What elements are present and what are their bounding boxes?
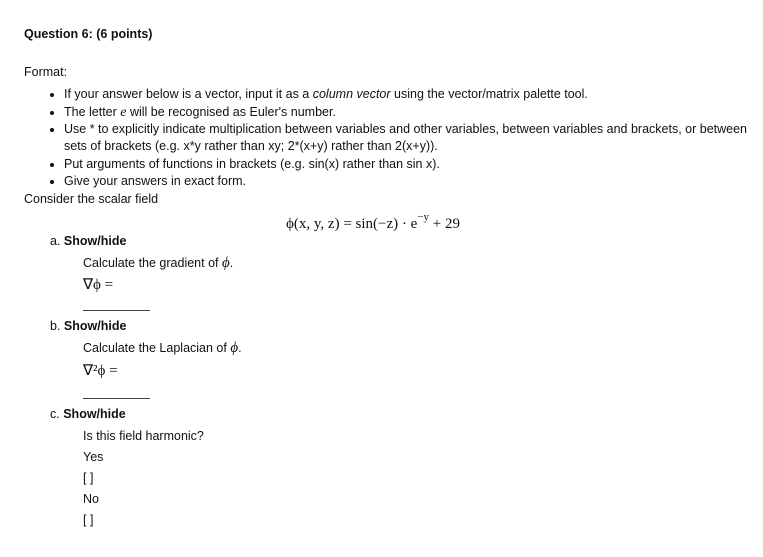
option-no-checkbox[interactable]: [ ]	[83, 513, 94, 527]
part-b-lhs: ∇²ϕ =	[83, 363, 118, 379]
option-yes-label: Yes	[83, 450, 104, 464]
part-a-lhs: ∇ϕ =	[83, 277, 114, 293]
option-no-label: No	[83, 492, 99, 506]
format-rule: • The letter e will be recognised as Euler's number.	[64, 104, 754, 121]
part-c-header: c. Show/hide	[50, 407, 126, 421]
format-rules-list	[46, 86, 754, 190]
scalar-field-equation: ϕ(x, y, $z) = \sin(-z) \cdot e^{-y} + 29$	[286, 211, 460, 232]
part-a-prompt: Calculate the gradient of ϕ.	[83, 255, 234, 271]
part-a-show-hide-toggle[interactable]: Show/hide	[63, 234, 127, 248]
format-rule: • Put arguments of functions in brackets (e.g. sin(x) rather than sin x).	[64, 156, 754, 173]
part-b-answer-field[interactable]	[83, 398, 150, 399]
format-rule: • If your answer below is a vector, input it as a column vector using the vector/matrix palette tool.	[64, 86, 754, 103]
part-c-show-hide-toggle[interactable]: Show/hide	[63, 407, 126, 421]
part-b-prompt: Calculate the Laplacian of ϕ.	[83, 340, 242, 356]
question-title: Question 6: (6 points)	[24, 27, 153, 41]
part-a-answer-field[interactable]	[83, 310, 150, 311]
format-rule: • Give your answers in exact form.	[64, 173, 754, 190]
part-c-prompt: Is this field harmonic?	[83, 429, 204, 443]
part-b-header: b. Show/hide	[50, 319, 127, 333]
part-b-show-hide-toggle[interactable]: Show/hide	[63, 319, 127, 333]
consider-text: Consider the scalar field	[24, 192, 159, 206]
format-label: Format:	[24, 65, 68, 79]
format-rule: • Use * to explicitly indicate multiplication between variables and other variables, between variables and brackets, or between sets of brackets (e.g. x*y rather than xy; 2*(x+y) rather than 2(x+y)).	[64, 121, 754, 155]
option-yes-checkbox[interactable]: [ ]	[83, 471, 94, 485]
part-a-header: a. Show/hide	[50, 234, 127, 248]
